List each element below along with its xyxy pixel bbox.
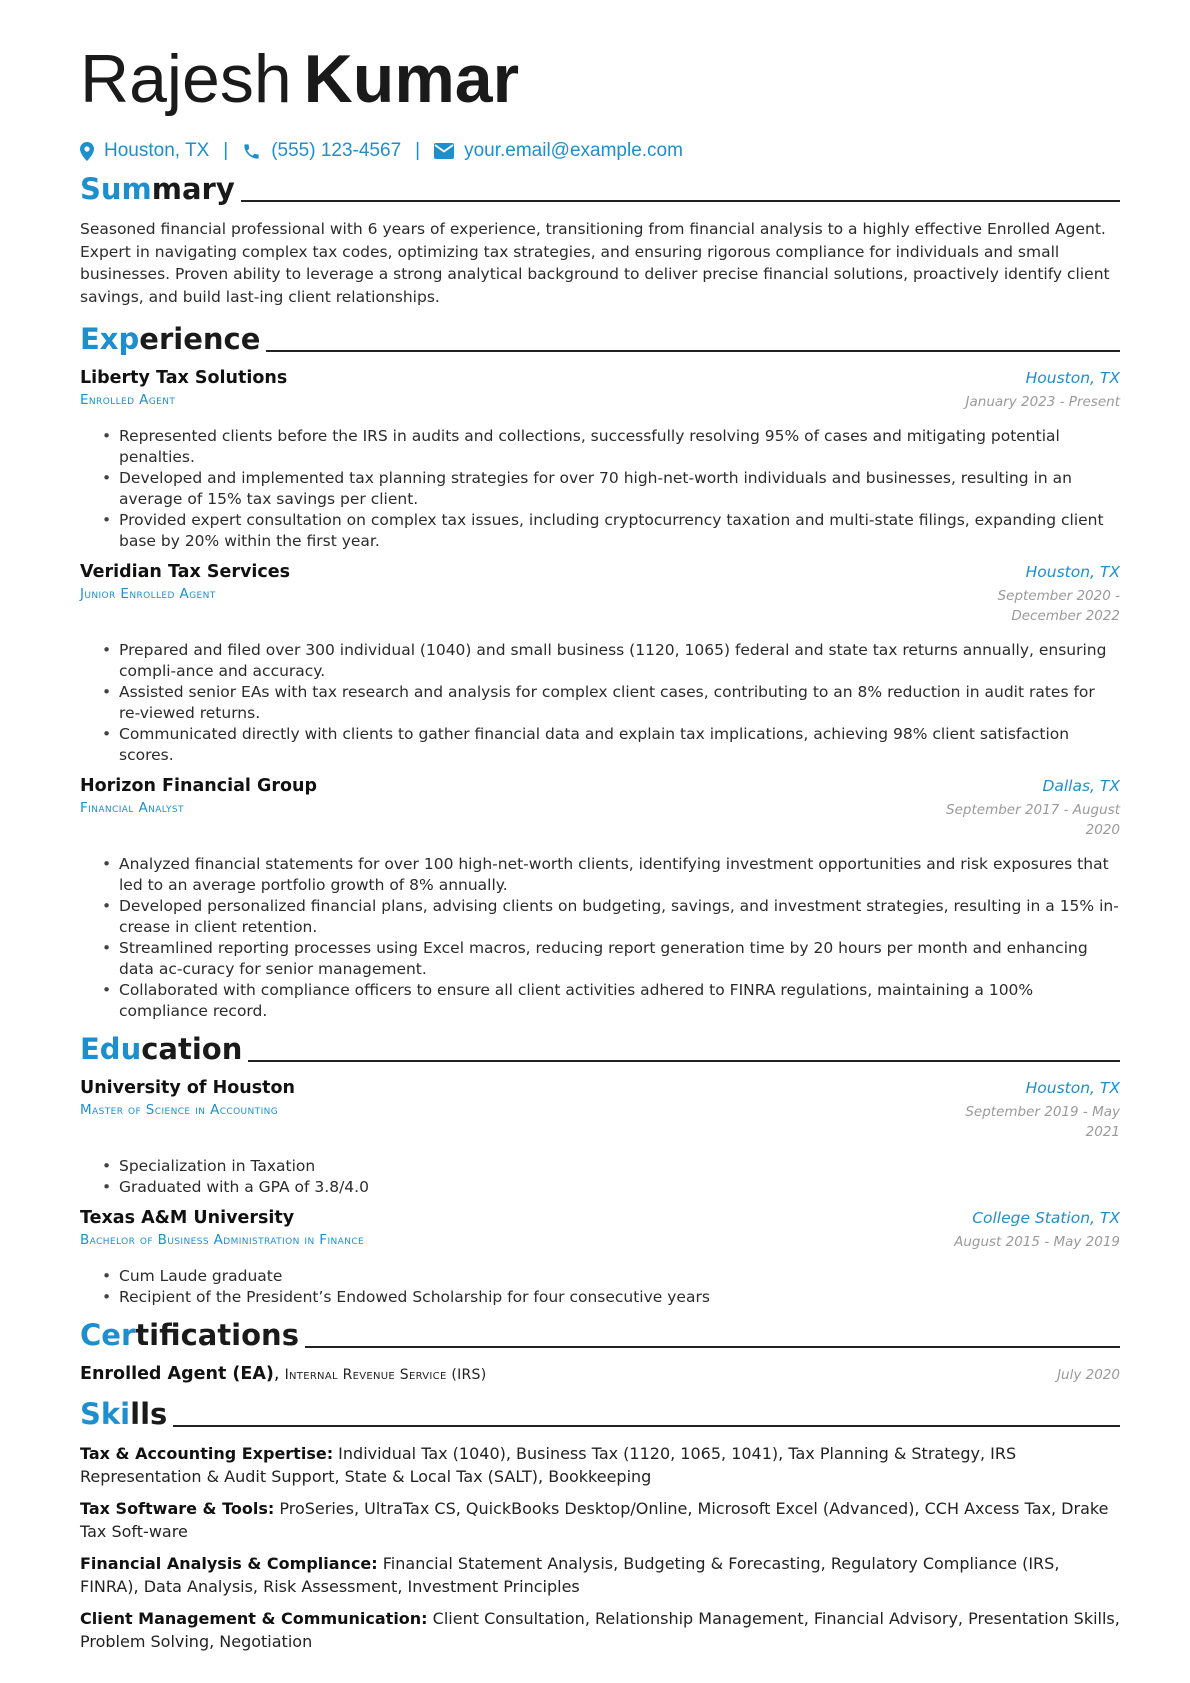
bullet-item: • Provided expert consultation on complex tax issues, including cryptocurrency taxation and multi-state filings, expanding client base by 20% within the first year. bbox=[102, 510, 1120, 552]
map-pin-icon bbox=[80, 142, 94, 161]
section-heading bbox=[80, 1318, 1120, 1352]
bullet-list bbox=[80, 1156, 1120, 1198]
certification-entry bbox=[80, 1364, 1120, 1385]
summary-section bbox=[80, 172, 1120, 308]
section-divider bbox=[248, 1060, 1120, 1062]
section-title bbox=[80, 172, 235, 206]
skill-group-text: ProSeries, UltraTax CS, QuickBooks Desktop/Online, Microsoft Excel (Advanced), CCH Axcess Tax, Drake Tax Soft-ware bbox=[80, 1499, 1109, 1541]
entry-location: Houston, TX bbox=[1025, 1079, 1120, 1097]
skill-group bbox=[80, 1553, 1120, 1598]
bullet-item: • Collaborated with compliance officers to ensure all client activities adhered to FINRA regulations, maintaining a 100% compliance record. bbox=[102, 980, 1120, 1022]
section-heading bbox=[80, 322, 1120, 356]
section-title-accent: Edu bbox=[80, 1032, 142, 1066]
education-section bbox=[80, 1032, 1120, 1308]
experience-entry bbox=[80, 562, 1120, 766]
contact-phone[interactable] bbox=[242, 140, 401, 162]
bullet-item: • Specialization in Taxation bbox=[102, 1156, 1120, 1177]
bullet-item: • Graduated with a GPA of 3.8/4.0 bbox=[102, 1177, 1120, 1198]
entry-date: September 2020 - December 2022 bbox=[997, 588, 1120, 624]
section-title bbox=[80, 1032, 242, 1066]
last-name: Kumar bbox=[303, 41, 520, 117]
bullet-item: • Prepared and filed over 300 individual (1040) and small business (1120, 1065) federal and state tax returns annually, ensuring compli-ance and accuracy. bbox=[102, 640, 1120, 682]
bullet-item: • Cum Laude graduate bbox=[102, 1266, 1120, 1287]
section-title-accent: Sum bbox=[80, 172, 152, 206]
certification-text bbox=[80, 1364, 487, 1384]
contact-bar bbox=[80, 140, 1120, 162]
bullet-item: • Developed personalized financial plans, advising clients on budgeting, savings, and investment strategies, resulting in a 15% in-crease in client retention. bbox=[102, 896, 1120, 938]
experience-section bbox=[80, 322, 1120, 1022]
skill-group-label: Client Management & Communication: bbox=[80, 1609, 428, 1628]
skill-group bbox=[80, 1498, 1120, 1543]
section-title bbox=[80, 1397, 167, 1431]
candidate-name bbox=[80, 40, 1120, 118]
education-entry bbox=[80, 1078, 1120, 1198]
summary-text: Seasoned financial professional with 6 years of experience, transitioning from financial analysis to a highly effective Enrolled Agent. Expert in navigating complex tax codes, optimizing tax strategies, and ensuring rigorous compliance for individuals and small businesses. Proven ability to leverage a strong analytical background to deliver precise financial solutions, proactively identify client savings, and build last-ing client relationships. bbox=[80, 220, 1110, 306]
bullet-item: • Assisted senior EAs with tax research and analysis for complex client cases, contributing to an 8% reduction in audit rates for re-viewed returns. bbox=[102, 682, 1120, 724]
section-title-rest: tifications bbox=[135, 1318, 299, 1352]
section-title-accent: Ski bbox=[80, 1397, 131, 1431]
skill-group-text: Financial Statement Analysis, Budgeting & Forecasting, Regulatory Compliance (IRS, FINRA), Data Analysis, Risk Assessment, Investment Principles bbox=[80, 1554, 1060, 1596]
envelope-icon bbox=[434, 143, 454, 159]
bullet-list bbox=[80, 426, 1120, 552]
section-title bbox=[80, 322, 260, 356]
certifications-section bbox=[80, 1318, 1120, 1385]
section-title bbox=[80, 1318, 299, 1352]
employer-name: Liberty Tax Solutions bbox=[80, 368, 288, 388]
entry-date: September 2017 - August 2020 bbox=[946, 802, 1120, 838]
section-heading bbox=[80, 172, 1120, 206]
employer-name: Horizon Financial Group bbox=[80, 776, 318, 796]
experience-entry bbox=[80, 368, 1120, 552]
section-heading bbox=[80, 1397, 1120, 1431]
location-text: Houston, TX bbox=[104, 140, 210, 161]
entry-date: January 2023 - Present bbox=[965, 394, 1120, 410]
section-title-rest: mary bbox=[151, 172, 235, 206]
section-divider bbox=[241, 200, 1120, 202]
skill-group-text: Client Consultation, Relationship Management, Financial Advisory, Presentation Skills, Problem Solving, Negotiation bbox=[80, 1609, 1120, 1651]
skill-group-text: Individual Tax (1040), Business Tax (1120, 1065, 1041), Tax Planning & Strategy, IRS Representation & Audit Support, State & Local Tax (SALT), Bookkeeping bbox=[80, 1444, 1017, 1486]
certification-comma: , bbox=[273, 1364, 280, 1384]
bullet-item: • Represented clients before the IRS in audits and collections, successfully resolving 95% of cases and mitigating potential penalties. bbox=[102, 426, 1120, 468]
phone-text[interactable]: (555) 123-4567 bbox=[271, 140, 402, 161]
experience-entry bbox=[80, 776, 1120, 1022]
skills-section bbox=[80, 1397, 1120, 1653]
skill-group-label: Tax Software & Tools: bbox=[80, 1499, 275, 1518]
section-divider bbox=[173, 1425, 1120, 1427]
degree-title: Master of Science in Accounting bbox=[80, 1102, 279, 1118]
bullet-list bbox=[80, 640, 1120, 766]
bullet-list bbox=[80, 1266, 1120, 1308]
contact-email[interactable] bbox=[434, 140, 683, 162]
section-divider bbox=[305, 1346, 1120, 1348]
contact-location bbox=[80, 140, 209, 162]
first-name: Rajesh bbox=[80, 41, 292, 117]
section-heading bbox=[80, 1032, 1120, 1066]
entry-date: July 2020 bbox=[1057, 1367, 1120, 1383]
entry-location: Houston, TX bbox=[1025, 563, 1120, 581]
school-name: Texas A&M University bbox=[80, 1208, 295, 1228]
entry-date: September 2019 - May 2021 bbox=[965, 1104, 1120, 1140]
section-title-accent: Exp bbox=[80, 322, 140, 356]
section-title-rest: lls bbox=[130, 1397, 168, 1431]
education-entry bbox=[80, 1208, 1120, 1308]
entry-date: August 2015 - May 2019 bbox=[954, 1234, 1120, 1250]
skill-group bbox=[80, 1608, 1120, 1653]
employer-name: Veridian Tax Services bbox=[80, 562, 291, 582]
job-title: Financial Analyst bbox=[80, 800, 184, 816]
phone-icon bbox=[242, 142, 261, 161]
entry-location: Houston, TX bbox=[1025, 369, 1120, 387]
skill-group bbox=[80, 1443, 1120, 1488]
section-title-rest: cation bbox=[141, 1032, 243, 1066]
certification-issuer: Internal Revenue Service (IRS) bbox=[284, 1367, 487, 1383]
entry-location: Dallas, TX bbox=[1042, 777, 1120, 795]
job-title: Junior Enrolled Agent bbox=[80, 586, 216, 602]
contact-separator: | bbox=[415, 140, 421, 161]
skill-group-label: Financial Analysis & Compliance: bbox=[80, 1554, 378, 1573]
contact-separator: | bbox=[223, 140, 229, 161]
bullet-item: • Developed and implemented tax planning strategies for over 70 high-net-worth individuals and businesses, resulting in an average of 15% tax savings per client. bbox=[102, 468, 1120, 510]
section-title-accent: Cer bbox=[80, 1318, 136, 1352]
bullet-item: • Streamlined reporting processes using Excel macros, reducing report generation time by 20 hours per month and enhancing data ac-curacy for senior management. bbox=[102, 938, 1120, 980]
bullet-item: • Analyzed financial statements for over 100 high-net-worth clients, identifying investment opportunities and risk exposures that led to an average portfolio growth of 8% annually. bbox=[102, 854, 1120, 896]
certification-name: Enrolled Agent (EA) bbox=[80, 1364, 274, 1384]
bullet-item: • Recipient of the President’s Endowed Scholarship for four consecutive years bbox=[102, 1287, 1120, 1308]
section-title-rest: erience bbox=[139, 322, 261, 356]
skill-group-label: Tax & Accounting Expertise: bbox=[80, 1444, 334, 1463]
bullet-item: • Communicated directly with clients to gather financial data and explain tax implications, achieving 98% client satisfaction scores. bbox=[102, 724, 1120, 766]
section-divider bbox=[266, 350, 1120, 352]
bullet-list bbox=[80, 854, 1120, 1022]
email-link[interactable]: your.email@example.com bbox=[464, 140, 683, 161]
job-title: Enrolled Agent bbox=[80, 392, 176, 408]
entry-location: College Station, TX bbox=[972, 1209, 1120, 1227]
degree-title: Bachelor of Business Administration in Finance bbox=[80, 1232, 365, 1248]
school-name: University of Houston bbox=[80, 1078, 295, 1098]
